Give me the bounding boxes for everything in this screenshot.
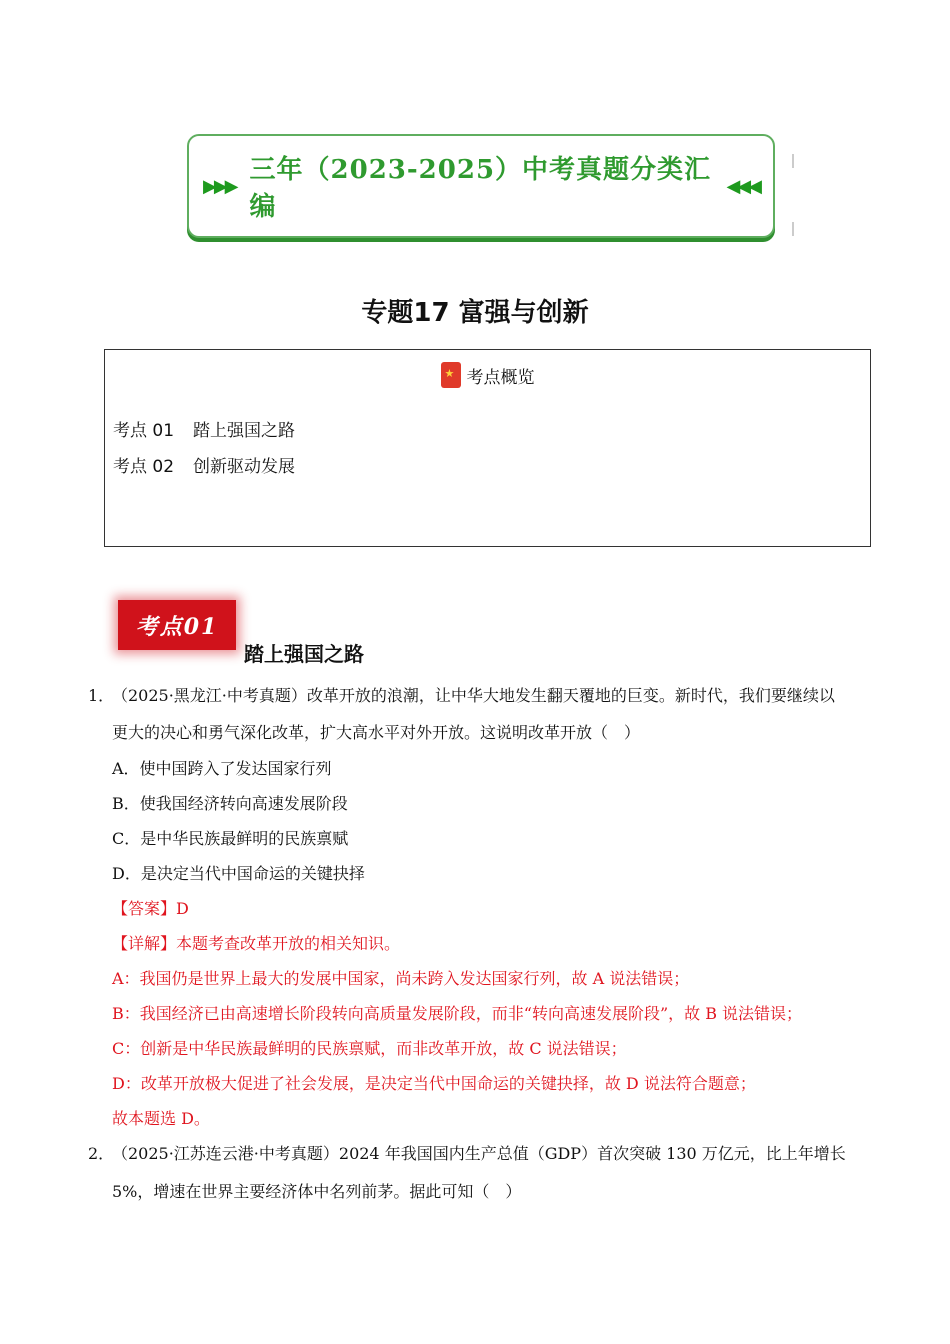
analysis-line: D：改革开放极大促进了社会发展，是决定当代中国命运的关键抉择，故 D 说法符合题意； [112, 1074, 756, 1093]
margin-tick [792, 154, 794, 168]
book-icon [441, 362, 461, 388]
question-text-line: （2025·江苏连云港·中考真题）2024 年我国国内生产总值（GDP）首次突破 130 万亿元，比上年增长 [112, 1144, 846, 1163]
overview-heading [105, 362, 870, 388]
overview-item-label: 踏上强国之路 [193, 421, 295, 441]
option-b: B．使我国经济转向高速发展阶段 [112, 794, 348, 813]
question-text-line: 5%，增速在世界主要经济体中名列前茅。据此可知（ ） [112, 1182, 522, 1201]
overview-item [113, 452, 295, 477]
topic-title: 专题17 富强与创新 [361, 298, 589, 328]
overview-item-number: 考点 02 [113, 457, 175, 477]
analysis-line: A：我国仍是世界上最大的发展中国家，尚未跨入发达国家行列，故 A 说法错误； [112, 969, 690, 988]
title-banner [187, 134, 775, 238]
banner-title: 三年（2023-2025）中考真题分类汇编 [249, 155, 712, 222]
margin-tick [792, 222, 794, 236]
overview-box [104, 349, 871, 547]
section-badge: 考点01 [118, 600, 236, 650]
option-c: C．是中华民族最鲜明的民族禀赋 [112, 829, 349, 848]
analysis-line: B：我国经济已由高速增长阶段转向高质量发展阶段，而非“转向高速发展阶段”，故 B 说法错误； [112, 1004, 803, 1023]
overview-item-number: 考点 01 [113, 421, 175, 441]
overview-item [113, 416, 295, 441]
section-title: 踏上强国之路 [244, 642, 364, 666]
question-text-line: （2025·黑龙江·中考真题）改革开放的浪潮，让中华大地发生翻天覆地的巨变。新时代，我们要继续以 [112, 686, 835, 705]
option-a: A．使中国跨入了发达国家行列 [112, 759, 332, 778]
question-text-line: 更大的决心和勇气深化改革，扩大高水平对外开放。这说明改革开放（ ） [112, 723, 641, 742]
overview-item-label: 创新驱动发展 [193, 457, 295, 477]
right-arrows-icon: ▶▶▶ [203, 175, 236, 197]
overview-heading-label: 考点概览 [466, 367, 535, 388]
answer: 【答案】D [112, 899, 189, 918]
analysis-line: 【详解】本题考查改革开放的相关知识。 [112, 934, 401, 953]
option-d: D．是决定当代中国命运的关键抉择 [112, 864, 365, 883]
question-number: 2． [88, 1144, 115, 1163]
analysis-line: C：创新是中华民族最鲜明的民族禀赋，而非改革开放，故 C 说法错误； [112, 1039, 627, 1058]
analysis-line: 故本题选 D。 [112, 1109, 210, 1128]
question-number: 1． [88, 686, 115, 705]
left-arrows-icon: ◀◀◀ [726, 175, 759, 197]
